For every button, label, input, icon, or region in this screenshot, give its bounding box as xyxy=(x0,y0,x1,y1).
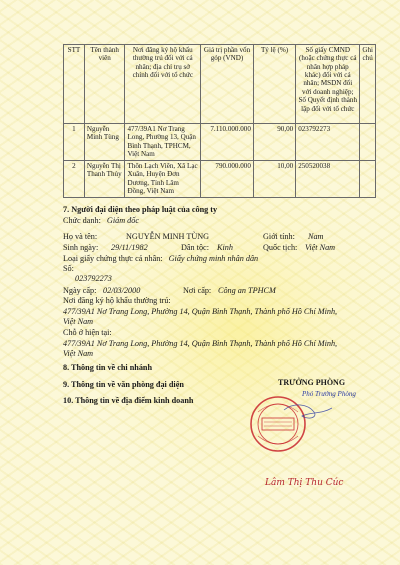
table-row xyxy=(64,124,376,161)
rep-ethnic-value: Kinh xyxy=(217,243,233,252)
rep-dob-value: 29/11/1982 xyxy=(111,243,148,252)
rep-issue-place-label: Nơi cấp: xyxy=(183,286,212,295)
rep-perm-address-line1: 477/39A1 Nơ Trang Long, Phường 14, Quận Bình Thạnh, Thành phố Hồ Chí Minh, xyxy=(63,307,338,316)
header-capital-value: Giá trị phần vốn góp (VND) xyxy=(201,45,254,124)
section-8-title: 8. Thông tin về chi nhánh xyxy=(63,363,153,372)
rep-current-address-label: Chỗ ở hiện tại: xyxy=(63,328,112,337)
signature-block xyxy=(244,378,374,488)
cell-name: Nguyễn Minh Tùng xyxy=(84,124,125,161)
members-table xyxy=(63,44,376,198)
section-7-title: 7. Người đại diện theo pháp luật của công ty xyxy=(63,205,218,214)
cell-address: Thôn Lạch Viên, Xã Lạc Xuân, Huyện Đơn Dương, Tỉnh Lâm Đồng, Việt Nam xyxy=(125,161,201,198)
header-stt: STT xyxy=(64,45,85,124)
rep-perm-address-label: Nơi đăng ký hộ khẩu thường trú: xyxy=(63,296,171,305)
table-row xyxy=(64,161,376,198)
rep-title-value: Giám đốc xyxy=(106,216,139,225)
cell-address: 477/39A1 Nơ Trang Long, Phường 13, Quận Bình Thạnh, TPHCM, Việt Nam xyxy=(125,124,201,161)
rep-dob-label: Sinh ngày: xyxy=(63,243,99,252)
section-10-title: 10. Thông tin về địa điểm kinh doanh xyxy=(63,396,194,405)
rep-doc-type-row xyxy=(63,254,258,263)
rep-title-row xyxy=(63,216,139,225)
cell-id: 250520038 xyxy=(296,161,360,198)
rep-gender-value: Nam xyxy=(308,232,324,241)
section-9-title: 9. Thông tin về văn phòng đại diện xyxy=(63,380,184,389)
rep-issue-place-value: Công an TPHCM xyxy=(218,286,276,295)
rep-title-label: Chức danh: xyxy=(63,216,101,225)
signer-name: Lâm Thị Thu Cúc xyxy=(265,478,344,488)
rep-gender-label: Giới tính: xyxy=(263,232,295,241)
cell-stt: 2 xyxy=(64,161,85,198)
header-address: Nơi đăng ký hộ khẩu thường trú đối với cá nhân; địa chỉ trụ sở chính đối với tổ chức xyxy=(125,45,201,124)
cell-percent: 90,00 xyxy=(253,124,295,161)
cell-note xyxy=(360,161,376,198)
rep-nationality-value: Việt Nam xyxy=(305,243,336,252)
header-member-name: Tên thành viên xyxy=(84,45,125,124)
rep-issue-date-value: 02/03/2000 xyxy=(103,286,141,295)
cell-percent: 10,00 xyxy=(253,161,295,198)
cell-stt: 1 xyxy=(64,124,85,161)
cell-note xyxy=(360,124,376,161)
cell-name: Nguyễn Thị Thanh Thủy xyxy=(84,161,125,198)
rep-doc-no-value: 023792273 xyxy=(75,274,112,283)
rep-name-label: Họ và tên: xyxy=(63,232,98,241)
rep-doc-no-label: Số: xyxy=(63,264,74,273)
cell-id: 023792273 xyxy=(296,124,360,161)
cell-value: 7.110.000.000 xyxy=(201,124,254,161)
rep-issue-date-label: Ngày cấp: xyxy=(63,286,97,295)
signature-subtitle: Phó Trưởng Phòng xyxy=(302,390,356,398)
rep-ethnic-label: Dân tộc: xyxy=(181,243,209,252)
header-percent: Tỷ lệ (%) xyxy=(253,45,295,124)
rep-current-address-line2: Việt Nam xyxy=(63,349,94,358)
header-note: Ghi chú xyxy=(360,45,376,124)
signature-title: TRƯỞNG PHÒNG xyxy=(278,378,346,387)
rep-current-address-line1: 477/39A1 Nơ Trang Long, Phường 14, Quận Bình Thạnh, Thành phố Hồ Chí Minh, xyxy=(63,339,338,348)
table-header-row xyxy=(64,45,376,124)
rep-name-value: NGUYỄN MINH TÙNG xyxy=(126,232,210,241)
rep-doc-type-value: Giấy chứng minh nhân dân xyxy=(168,254,259,263)
rep-doc-type-label: Loại giấy chứng thực cá nhân: xyxy=(63,254,163,263)
rep-nationality-label: Quốc tịch: xyxy=(263,243,298,252)
header-id-number: Số giấy CMND (hoặc chứng thực cá nhân hợp pháp khác) đối với cá nhân; MSDN đối với doanh nghiệp; Số Quyết định thành lập đối với tổ chức xyxy=(296,45,360,124)
rep-perm-address-line2: Việt Nam xyxy=(63,317,94,326)
cell-value: 790.000.000 xyxy=(201,161,254,198)
